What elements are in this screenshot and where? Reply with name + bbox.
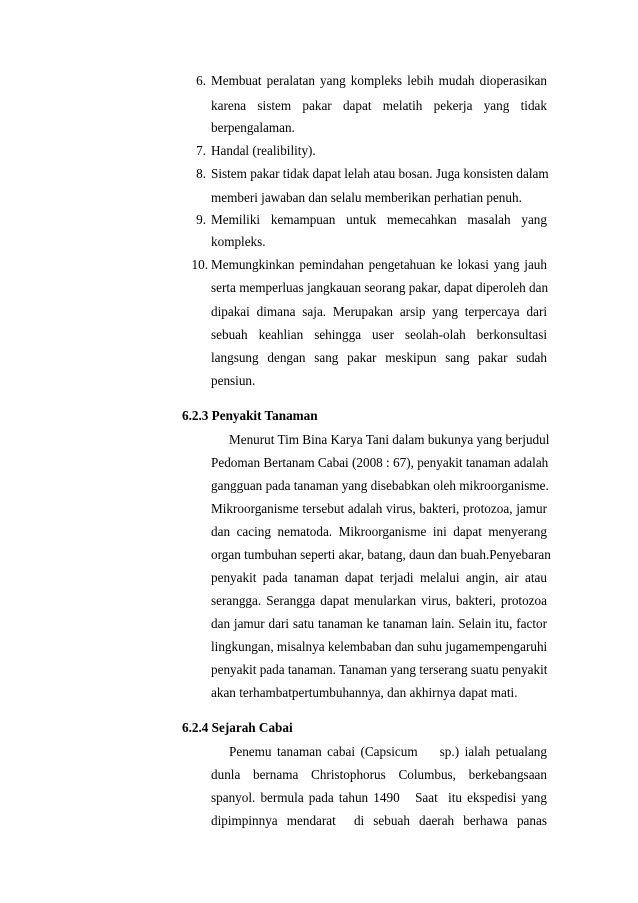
paragraph-line: serangga. Serangga dapat menularkan virus, bakteri, protozoa — [211, 593, 547, 608]
section-heading: 6.2.4 Sejarah Cabai — [182, 720, 293, 735]
list-item-text: karena sistem pakar dapat melatih pekerja yang tidak — [211, 98, 547, 113]
list-number: 6. — [196, 73, 206, 88]
section-heading: 6.2.3 Penyakit Tanaman — [182, 408, 318, 423]
list-item-text: sebuah keahlian sehingga user seolah-olah berkonsultasi — [211, 327, 547, 342]
list-item-text: Memungkinkan pemindahan pengetahuan ke lokasi yang jauh — [211, 257, 547, 272]
list-number: 10. — [191, 257, 208, 272]
list-number: 8. — [196, 166, 206, 181]
paragraph-line: Mikroorganisme tersebut adalah virus, bakteri, protozoa, jamur — [211, 501, 547, 516]
list-number: 7. — [196, 143, 206, 158]
list-item-text: serta memperluas jangkauan seorang pakar, dapat diperoleh dan — [211, 280, 549, 295]
paragraph-line: penyakit pada tanaman. Tanaman yang terserang suatu penyakit — [211, 662, 548, 677]
paragraph-line: gangguan pada tanaman yang disebabkan oleh mikroorganisme. — [211, 478, 549, 493]
list-item-text: pensiun. — [211, 373, 256, 388]
list-item-text: langsung dengan sang pakar meskipun sang pakar sudah — [211, 350, 547, 365]
list-number: 9. — [196, 212, 206, 227]
list-item-text: Handal (realibility). — [211, 143, 316, 158]
paragraph-line: Pedoman Bertanam Cabai (2008 : 67), penyakit tanaman adalah — [211, 455, 549, 470]
paragraph-line: dan cacing nematoda. Mikroorganisme ini dapat menyerang — [211, 524, 547, 539]
paragraph-line: Penemu tanaman cabai (Capsicum sp.) ialah petualang — [229, 744, 547, 759]
paragraph-line: dan jamur dari satu tanaman ke tanaman lain. Selain itu, factor — [211, 616, 547, 631]
list-item-text: berpengalaman. — [211, 120, 295, 135]
list-item-text: Sistem pakar tidak dapat lelah atau bosan. Juga konsisten dalam — [211, 166, 549, 181]
paragraph-line: spanyol. bermula pada tahun 1490 Saat itu ekspedisi yang — [211, 790, 547, 805]
list-item-text: memberi jawaban dan selalu memberikan perhatian penuh. — [211, 190, 522, 205]
list-item-text: Memiliki kemampuan untuk memecahkan masalah yang — [211, 212, 547, 227]
paragraph-line: lingkungan, misalnya kelembaban dan suhu jugamempengaruhi — [211, 639, 548, 654]
list-item-text: Membuat peralatan yang kompleks lebih mudah dioperasikan — [211, 73, 547, 88]
paragraph-line: akan terhambatpertumbuhannya, dan akhirnya dapat mati. — [211, 685, 518, 700]
list-item-text: dipakai dimana saja. Merupakan arsip yang terpercaya dari — [211, 304, 547, 319]
paragraph-line: Menurut Tim Bina Karya Tani dalam bukunya yang berjudul — [229, 432, 550, 447]
list-item-text: kompleks. — [211, 234, 266, 249]
paragraph-line: dunla bernama Christophorus Columbus, berkebangsaan — [211, 767, 547, 782]
paragraph-line: organ tumbuhan seperti akar, batang, daun dan buah.Penyebaran — [211, 547, 551, 562]
paragraph-line: dipimpinnya mendarat di sebuah daerah berhawa panas — [211, 813, 547, 828]
paragraph-line: penyakit pada tanaman dapat terjadi melalui angin, air atau — [211, 570, 547, 585]
